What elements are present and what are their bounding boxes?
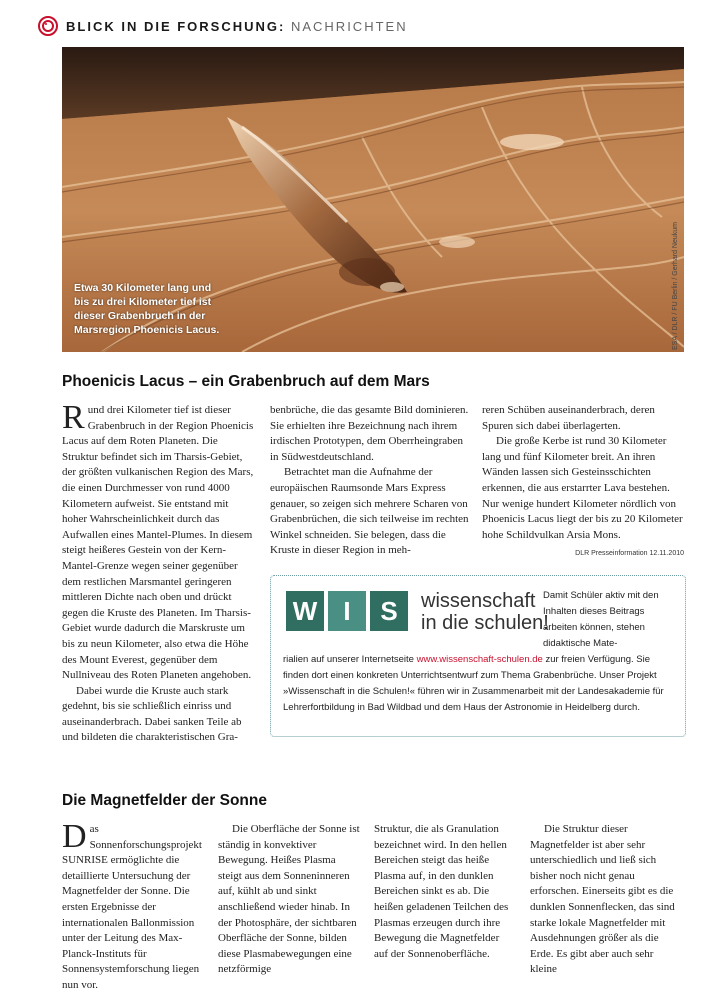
section-title <box>66 19 408 34</box>
section-header <box>38 12 408 40</box>
wis-side-text: Damit Schüler aktiv mit den Inhalten dieses Beitrags arbeiten können, stehen didaktische Mate- <box>543 590 659 649</box>
target-logo-icon <box>38 16 58 36</box>
photo-caption: Etwa 30 Kilometer lang und bis zu drei Kilometer tief ist dieser Grabenbruch in der Marsregion Phoenicis Lacus. <box>74 282 220 336</box>
wis-wordmark-line-1: wissenschaft <box>421 590 536 612</box>
article1-column-3 <box>482 403 684 562</box>
subsection-label: NACHRICHTEN <box>290 18 408 34</box>
wis-wordmark <box>421 590 549 634</box>
drop-cap-d: D <box>62 818 87 855</box>
article1-paragraph-6: Die große Kerbe ist rund 30 Kilometer lang und fünf Kilometer breit. An ihren Wänden lassen sich Gesteinsschichten erkennen, die aus erstarrter Lava bestehen. Nur wenige hundert Kilometer nördlich von Phoenicis Lacus liegt der bis zu 20 Kilometer hohe Schildvulkan Arsia Mons. <box>482 435 683 541</box>
article1-column-2 <box>270 403 470 559</box>
article1-paragraph-2: Dabei wurde die Kruste auch stark gedehnt, bis sie schließlich einriss und auseinanderbrach. Dabei sanken Teile ab und bildeten die charakteristischen Gra- <box>62 684 242 744</box>
article2-paragraph-3: Struktur, die als Granulation bezeichnet wird. In den hellen Bereichen steigt das heiße Plasma auf, in den dunklen Bereichen sinkt es ab. Die heißen geladenen Teilchen des Plasmas erzeugen durch ihre Bewegung die Magnetfelder auf der Sonnenoberfläche. <box>374 823 509 960</box>
wis-tile-w: W <box>286 591 324 631</box>
wis-info-box <box>270 575 686 737</box>
press-reference: DLR Presseinformation 12.11.2010 <box>575 550 684 558</box>
wis-body-intro: rialien auf unserer Internetseite <box>283 654 417 665</box>
wis-tile-i: I <box>328 591 366 631</box>
article1-paragraph-3: benbrüche, die das gesamte Bild dominieren. Sie erhielten ihre Bezeichnung nach ihrem irdischen Prototypen, dem Oberrheingraben in Südwestdeutschland. <box>270 404 469 463</box>
article1-column-1 <box>62 399 255 746</box>
wis-logo <box>286 591 412 631</box>
wis-body-text <box>283 652 678 716</box>
article2-paragraph-1: as Sonnenforschungsprojekt SUNRISE ermöglichte die detaillierte Untersuchung der Magnetfelder der Sonne. Die ersten Ergebnisse der internationalen Ballonmission unter der Leitung des Max-Planck-Instituts für Sonnensystemforschung liegen nun vor. <box>62 823 202 991</box>
article2-paragraph-2: Die Oberfläche der Sonne ist ständig in konvektiver Bewegung. Heißes Plasma steigt aus dem Sonneninneren auf, kühlt ab und sinkt anschließend wieder hinab. In der Photosphäre, der sichtbaren Oberfläche der Sonne, bilden diese Plasmabewegungen eine netzförmige <box>218 823 360 976</box>
article-title-mars: Phoenicis Lacus – ein Grabenbruch auf dem Mars <box>62 373 430 390</box>
article2-column-3 <box>374 822 516 962</box>
wis-wordmark-line-2: in die schulen! <box>421 612 549 634</box>
wis-website-link[interactable]: www.wissenschaft-schulen.de <box>416 654 543 665</box>
article1-paragraph-1: und drei Kilometer tief ist dieser Grabenbruch in der Region Phoenicis Lacus auf dem Roten Planeten. Die Struktur befindet sich im Tharsis-Gebiet, der größten vulkanischen Region des Mars, die einen Durchmesser von rund 4000 Kilometern aufweist. Sie entstand mit hoher Wahrscheinlichkeit durch das Aufwallen eines Mantel-Plumes. In diesem steigt heißeres Gestein von der Kern-Mantel-Grenze wegen seiner gegenüber dem restlichen Marsmantel geringeren mittleren Dichte nach oben und drückt gegen die Kruste des Planeten. Im Tharsis-Gebiet wurde dadurch die Marskruste um bis zu neun Kilometer, also etwa die Höhe des Mount Everest, gegenüber dem Nullniveau des Roten Planeten angehoben. <box>62 404 254 682</box>
wis-body-rest: zur freien Verfügung. Sie finden dort einen konkreten Unterrichtsentwurf zum Thema Grabenbrüche. Unser Projekt »Wissenschaft in die Schulen!« führen wir in Zusammenarbeit mit der Landesakademie für Lehrerfortbildung in Bad Wildbad und dem Haus der Astronomie in Heidelberg durch. <box>283 654 664 713</box>
article-title-sun: Die Magnetfelder der Sonne <box>62 792 267 809</box>
article2-paragraph-4: Die Struktur dieser Magnetfelder ist aber sehr unterschiedlich und ließ sich bisher noch nicht genau erforschen. Einerseits gibt es die dunklen Sonnenflecken, das sind starke lokale Magnetfelder mit Ausdehnungen größer als die Erde. Es gibt aber auch sehr kleine <box>530 823 675 976</box>
article2-column-1 <box>62 818 202 994</box>
drop-cap: R <box>62 399 85 436</box>
article1-paragraph-4: Betrachtet man die Aufnahme der europäischen Raumsonde Mars Express genauer, so zeigen sich mehrere Scharen von Grabenbrüchen, die sich teilweise im rechten Winkel schneiden. Sie belegen, dass die Kruste in dieser Region in meh- <box>270 466 469 557</box>
article2-column-4 <box>530 822 680 978</box>
section-label: BLICK IN DIE FORSCHUNG: <box>66 18 286 34</box>
article1-paragraph-5: reren Schüben auseinanderbrach, deren Spuren sich dabei überlagerten. <box>482 404 655 432</box>
mars-graben-photo <box>62 47 684 352</box>
wis-tile-s: S <box>370 591 408 631</box>
article2-column-2 <box>218 822 360 978</box>
photo-credit: ESA / DLR / FU Berlin / Gerhard Neukum <box>672 222 679 350</box>
